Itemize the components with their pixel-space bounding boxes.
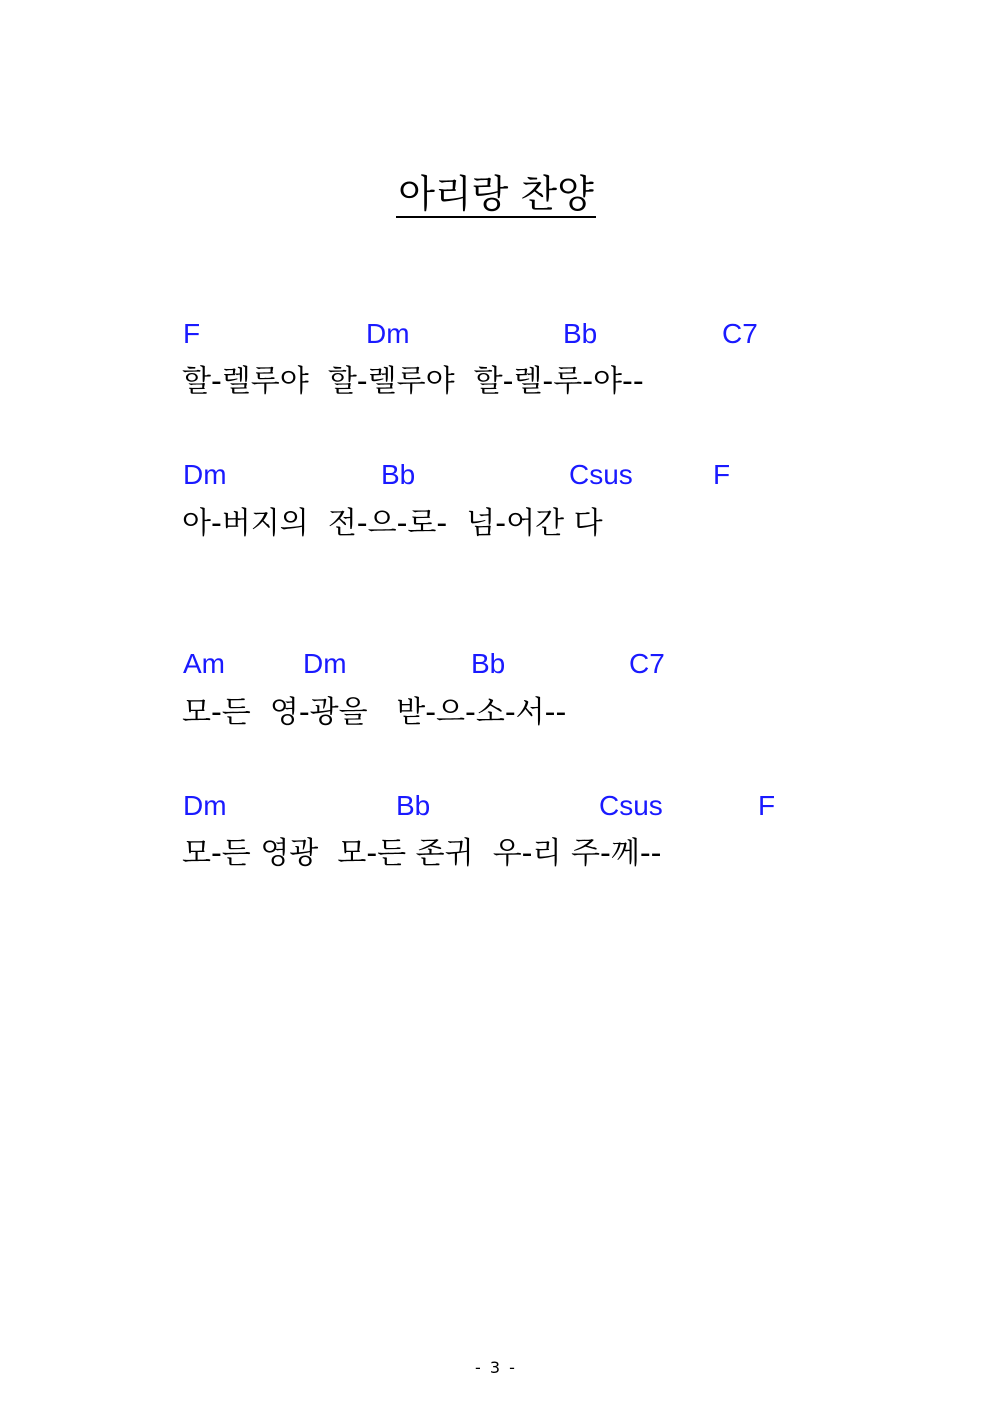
lyric-line: 모-든 영-광을 받-으-소-서-- xyxy=(182,695,567,730)
song-title-text: 아리랑 찬양 xyxy=(398,172,594,216)
page-number: - 3 - xyxy=(475,1358,517,1377)
chord: C7 xyxy=(629,648,665,679)
chord: Dm xyxy=(183,790,227,821)
chord: Bb xyxy=(563,318,598,349)
chord: Csus xyxy=(599,790,663,821)
lyric-line: 할-렐루야 할-렐루야 할-렐-루-야-- xyxy=(182,364,644,399)
chord: Bb xyxy=(471,648,506,679)
song-title xyxy=(0,168,992,220)
lyric-line: 모-든 영광 모-든 존귀 우-리 주-께-- xyxy=(182,836,662,871)
chord: Dm xyxy=(303,648,347,679)
chord: Am xyxy=(183,648,225,679)
chord: Dm xyxy=(366,318,410,349)
chord: Csus xyxy=(569,459,633,490)
chord: Bb xyxy=(396,790,431,821)
chord: Dm xyxy=(183,459,227,490)
chord: F xyxy=(713,459,731,490)
chord: F xyxy=(758,790,776,821)
lyric-line: 아-버지의 전-으-로- 넘-어간 다 xyxy=(182,506,603,541)
chord: F xyxy=(183,318,201,349)
chord: Bb xyxy=(381,459,416,490)
chord: C7 xyxy=(722,318,758,349)
